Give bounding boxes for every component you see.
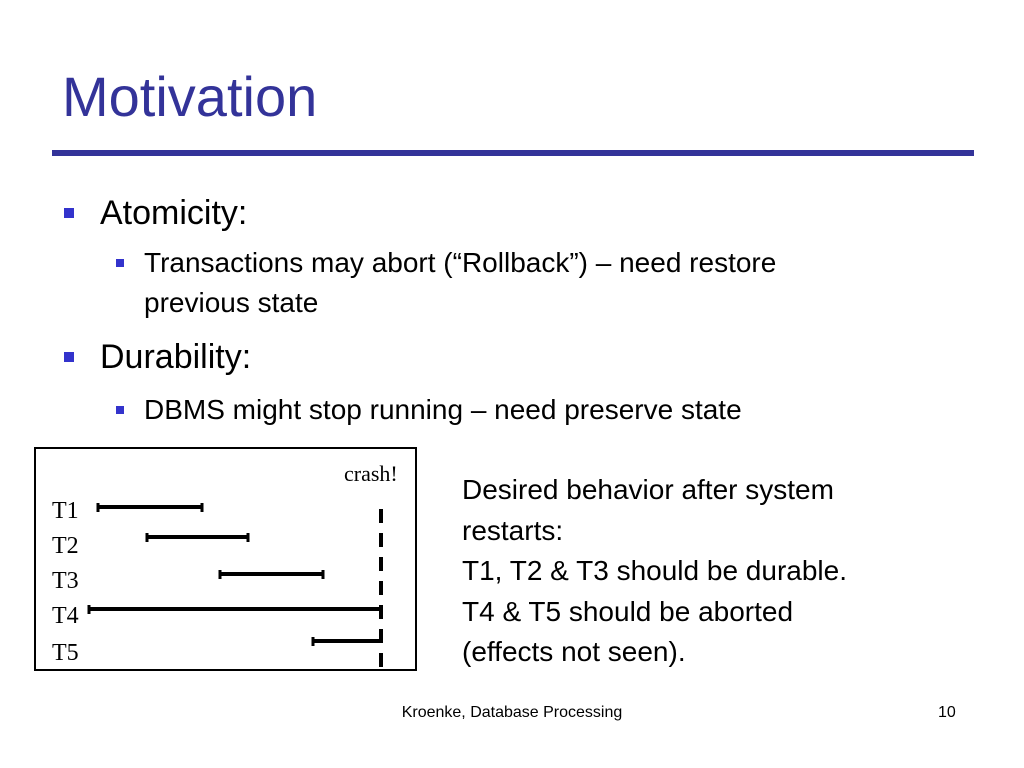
bullet-square-icon — [64, 208, 74, 218]
transaction-label-t3: T3 — [52, 568, 79, 594]
bullet-square-icon — [64, 352, 74, 362]
transaction-timeline-diagram — [34, 447, 417, 671]
crash-label: crash! — [344, 461, 398, 486]
bullet-atomicity — [64, 193, 247, 233]
sub-bullet-rollback — [116, 243, 776, 323]
page-number: 10 — [938, 704, 956, 721]
description-line: Desired behavior after system — [462, 474, 834, 505]
description-line: restarts: — [462, 514, 564, 546]
bullet-square-icon — [116, 406, 124, 414]
bullet-square-icon — [116, 259, 124, 267]
description-line: (effects not seen). — [462, 636, 686, 667]
timeline-svg — [36, 449, 415, 669]
transaction-label-t1: T1 — [52, 498, 79, 524]
description-line: T1, T2 & T3 should be durable. — [462, 555, 847, 586]
bullet-text: Atomicity: — [100, 194, 248, 232]
description-line: T4 & T5 should be aborted — [462, 595, 794, 627]
transaction-label-t4: T4 — [52, 603, 79, 629]
transaction-label-t2: T2 — [52, 533, 79, 559]
slide-footer: Kroenke, Database Processing — [401, 704, 623, 721]
slide-title: Motivation — [62, 65, 318, 128]
sub-bullet-text: DBMS might stop running – need preserve state — [144, 394, 742, 425]
sub-bullet-text — [144, 243, 776, 323]
bullet-durability — [64, 337, 251, 377]
sub-bullet-line: Transactions may abort (“Rollback”) – need restore — [144, 247, 777, 278]
sub-bullet-dbms — [116, 390, 742, 430]
title-underline — [52, 150, 974, 156]
bullet-text: Durability: — [100, 338, 252, 376]
desired-behavior-description — [462, 470, 962, 673]
transaction-label-t5: T5 — [52, 640, 79, 666]
sub-bullet-line: previous state — [144, 287, 319, 318]
